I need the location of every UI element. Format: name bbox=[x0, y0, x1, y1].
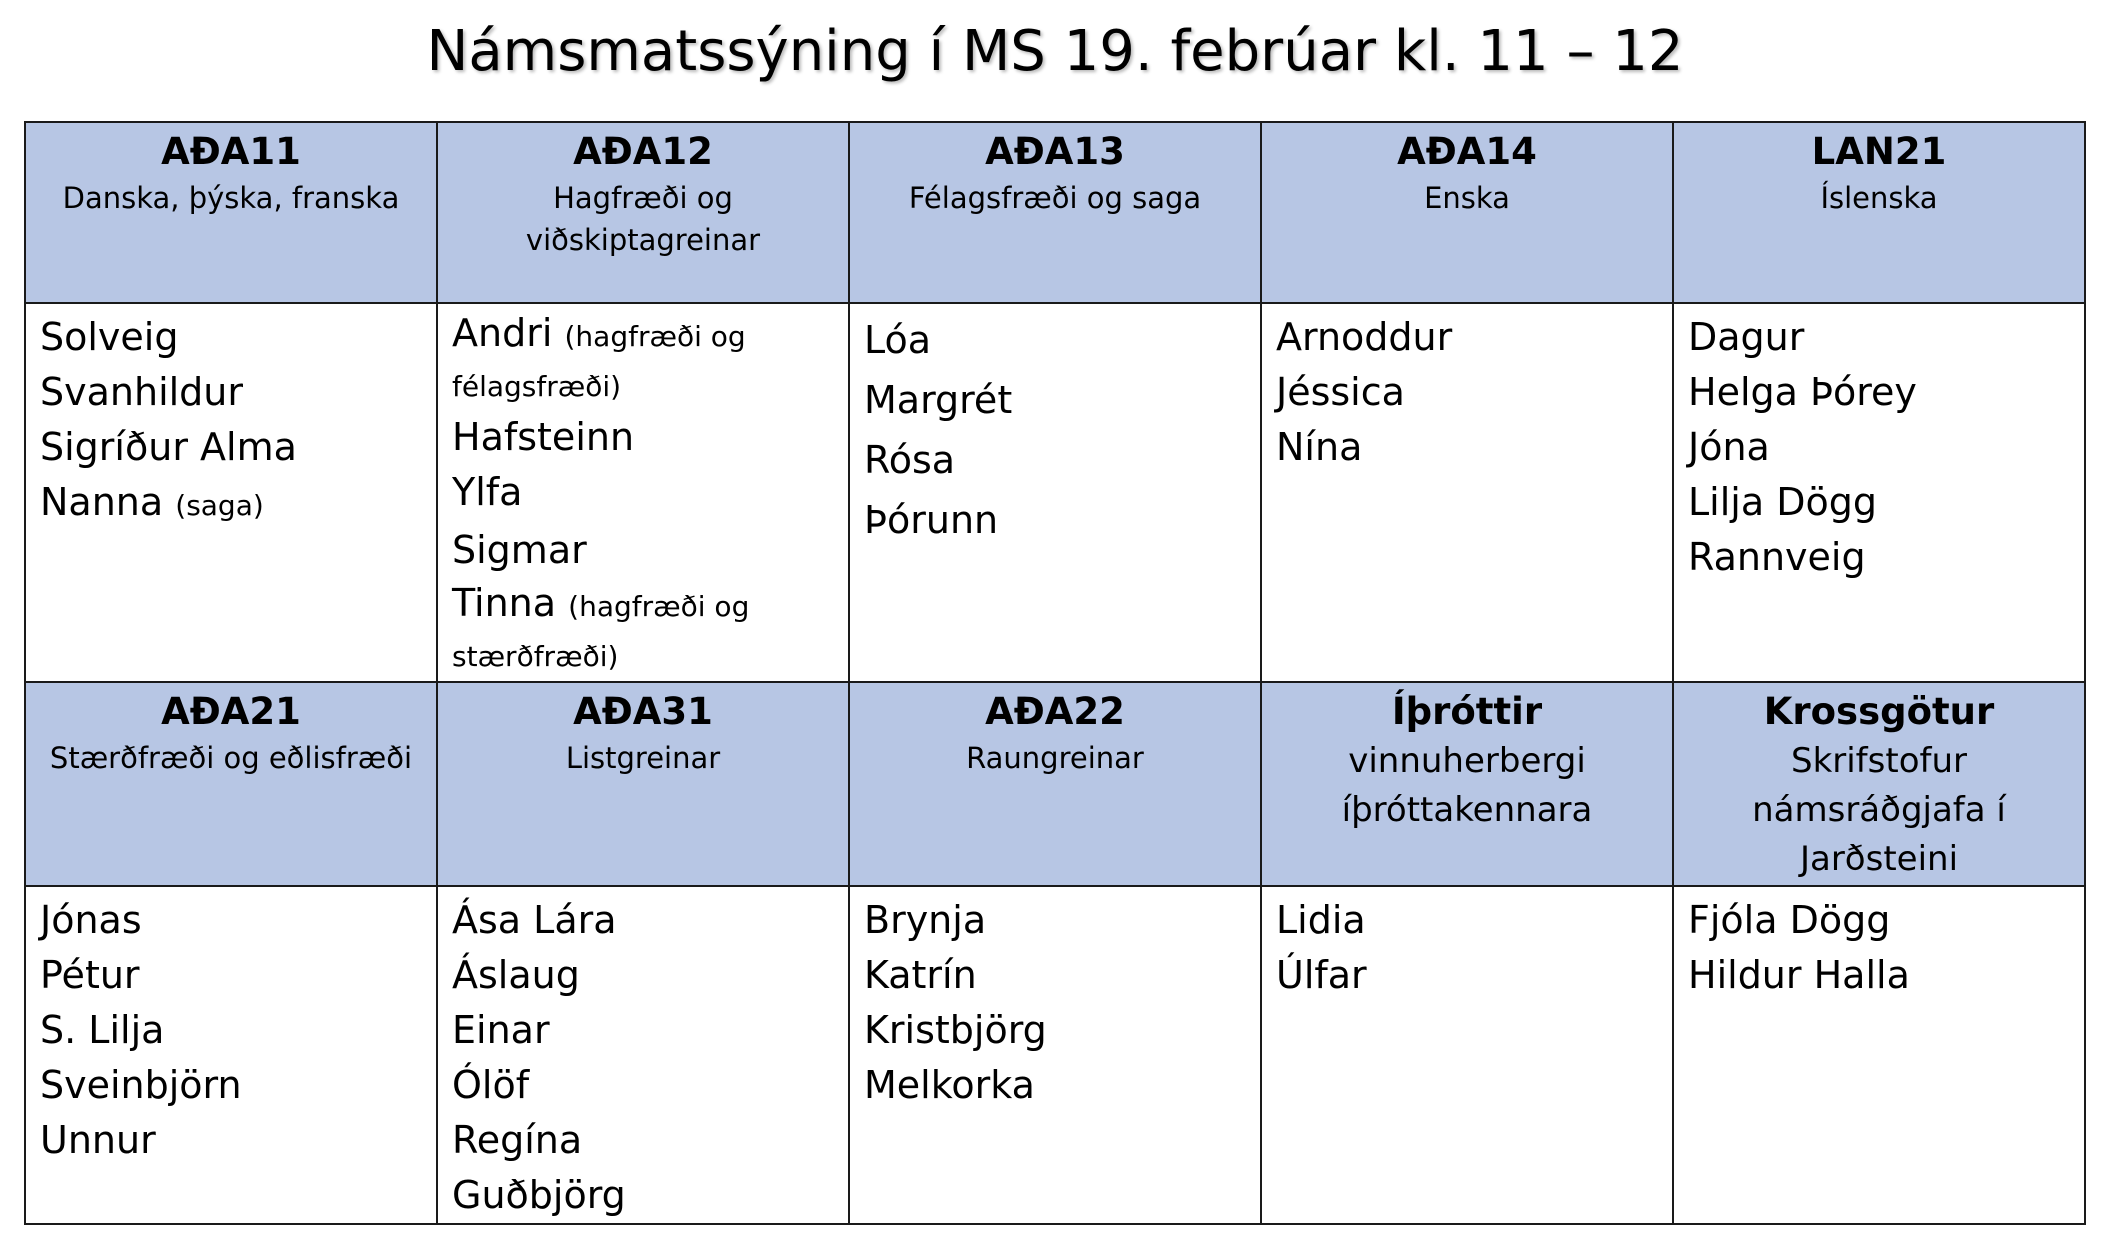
name-item bbox=[452, 948, 848, 1003]
student-name: Sigríður Alma bbox=[40, 425, 297, 469]
student-name: Áslaug bbox=[452, 953, 580, 997]
student-name: Kristbjörg bbox=[864, 1008, 1047, 1052]
student-name: Melkorka bbox=[864, 1063, 1035, 1107]
room-code: AÐA14 bbox=[1397, 130, 1537, 173]
name-item bbox=[40, 893, 436, 948]
name-list bbox=[850, 304, 1260, 550]
name-item bbox=[452, 580, 848, 680]
name-item bbox=[452, 1113, 848, 1168]
student-name: Úlfar bbox=[1276, 953, 1367, 997]
name-item bbox=[452, 465, 848, 520]
name-list bbox=[1674, 887, 2084, 1003]
name-item bbox=[40, 310, 436, 365]
room-subject: Listgreinar bbox=[565, 741, 721, 775]
name-item bbox=[40, 1113, 436, 1168]
name-item bbox=[864, 370, 1260, 430]
student-name: Pétur bbox=[40, 953, 140, 997]
room-header-ada21 bbox=[25, 682, 437, 886]
name-list bbox=[850, 887, 1260, 1113]
name-item bbox=[452, 893, 848, 948]
student-name: Svanhildur bbox=[40, 370, 244, 414]
name-item bbox=[40, 948, 436, 1003]
subject-note: (hagfræði og stærðfræði) bbox=[452, 590, 750, 673]
name-item bbox=[40, 475, 436, 533]
names-cell-ada22 bbox=[849, 886, 1261, 1224]
student-name: Jóna bbox=[1688, 425, 1770, 469]
student-name: Regína bbox=[452, 1118, 583, 1162]
names-cell-ithrottir bbox=[1261, 886, 1673, 1224]
name-item bbox=[40, 1058, 436, 1113]
student-name: Ólöf bbox=[452, 1063, 530, 1107]
name-item bbox=[864, 430, 1260, 490]
student-name: Guðbjörg bbox=[452, 1173, 626, 1217]
room-code: AÐA31 bbox=[573, 690, 713, 733]
names-cell-ada31 bbox=[437, 886, 849, 1224]
room-code: AÐA13 bbox=[985, 130, 1125, 173]
student-name: Ása Lára bbox=[452, 898, 617, 942]
name-item bbox=[1688, 893, 2084, 948]
student-name: Andri bbox=[452, 311, 553, 355]
room-subject: Stærðfræði og eðlisfræði bbox=[49, 741, 413, 775]
name-item bbox=[1276, 948, 1672, 1003]
names-cell-lan21 bbox=[1673, 303, 2085, 682]
room-subject: Skrifstofur námsráðgjafa í Jarðsteini bbox=[1752, 741, 2006, 879]
room-header-ada22 bbox=[849, 682, 1261, 886]
student-name: Rósa bbox=[864, 438, 956, 482]
student-name: Hildur Halla bbox=[1688, 953, 1910, 997]
name-item bbox=[1688, 530, 2084, 585]
name-item bbox=[40, 420, 436, 475]
student-name: Arnoddur bbox=[1276, 315, 1453, 359]
name-item bbox=[452, 410, 848, 465]
names-cell-ada21 bbox=[25, 886, 437, 1224]
name-list bbox=[1262, 304, 1672, 475]
names-row bbox=[25, 886, 2085, 1224]
room-header-ada14 bbox=[1261, 122, 1673, 303]
name-item bbox=[1688, 420, 2084, 475]
student-name: Þórunn bbox=[864, 498, 999, 542]
room-code: AÐA21 bbox=[161, 690, 301, 733]
name-list bbox=[438, 887, 848, 1223]
name-item bbox=[864, 1058, 1260, 1113]
student-name: Solveig bbox=[40, 315, 179, 359]
room-subject: Félagsfræði og saga bbox=[908, 181, 1202, 215]
name-item bbox=[1688, 310, 2084, 365]
names-cell-ada11 bbox=[25, 303, 437, 682]
name-item bbox=[1688, 475, 2084, 530]
room-subject: Enska bbox=[1424, 181, 1510, 215]
name-item bbox=[452, 1003, 848, 1058]
header-row bbox=[25, 122, 2085, 303]
student-name: Helga Þórey bbox=[1688, 370, 1917, 414]
student-name: Lidia bbox=[1276, 898, 1366, 942]
name-item bbox=[1276, 365, 1672, 420]
room-subject: Hagfræði og viðskiptagreinar bbox=[525, 181, 761, 257]
name-item bbox=[40, 365, 436, 420]
room-code: AÐA22 bbox=[985, 690, 1125, 733]
student-name: Lilja Dögg bbox=[1688, 480, 1877, 524]
room-code: Íþróttir bbox=[1391, 690, 1543, 733]
names-cell-ada12 bbox=[437, 303, 849, 682]
name-item bbox=[40, 1003, 436, 1058]
student-name: Sigmar bbox=[452, 528, 587, 572]
room-code: AÐA12 bbox=[573, 130, 713, 173]
names-cell-ada13 bbox=[849, 303, 1261, 682]
room-subject: vinnuherbergi íþróttakennara bbox=[1341, 741, 1593, 830]
room-header-ada13 bbox=[849, 122, 1261, 303]
name-item bbox=[1276, 893, 1672, 948]
student-name: Nína bbox=[1276, 425, 1363, 469]
name-list bbox=[26, 887, 436, 1168]
student-name: Jónas bbox=[40, 898, 142, 942]
student-name: Lóa bbox=[864, 318, 932, 362]
names-cell-krossgotur bbox=[1673, 886, 2085, 1224]
student-name: Hafsteinn bbox=[452, 415, 635, 459]
subject-note: (saga) bbox=[175, 489, 264, 522]
name-item bbox=[864, 490, 1260, 550]
name-list bbox=[26, 304, 436, 533]
header-row bbox=[25, 682, 2085, 886]
room-header-ithrottir bbox=[1261, 682, 1673, 886]
room-code: LAN21 bbox=[1811, 130, 1947, 173]
name-item bbox=[452, 520, 848, 580]
room-subject: Danska, þýska, franska bbox=[62, 181, 400, 215]
room-header-lan21 bbox=[1673, 122, 2085, 303]
student-name: Brynja bbox=[864, 898, 987, 942]
room-header-ada11 bbox=[25, 122, 437, 303]
room-code: Krossgötur bbox=[1763, 690, 1995, 733]
name-item bbox=[864, 310, 1260, 370]
name-item bbox=[864, 1003, 1260, 1058]
subject-note: (hagfræði og félagsfræði) bbox=[452, 320, 746, 403]
name-item bbox=[452, 1168, 848, 1223]
student-name: Ylfa bbox=[452, 470, 523, 514]
name-item bbox=[1688, 948, 2084, 1003]
student-name: Dagur bbox=[1688, 315, 1805, 359]
student-name: Tinna bbox=[452, 581, 557, 625]
name-item bbox=[864, 948, 1260, 1003]
name-item bbox=[1276, 420, 1672, 475]
student-name: Sveinbjörn bbox=[40, 1063, 242, 1107]
schedule-table bbox=[24, 121, 2086, 1225]
page-title: Námsmatssýning í MS 19. febrúar kl. 11 – 12 bbox=[426, 19, 1684, 84]
names-row bbox=[25, 303, 2085, 682]
student-name: Rannveig bbox=[1688, 535, 1866, 579]
name-item bbox=[1276, 310, 1672, 365]
room-subject: Raungreinar bbox=[966, 741, 1144, 775]
name-item bbox=[864, 893, 1260, 948]
name-list bbox=[1262, 887, 1672, 1003]
student-name: S. Lilja bbox=[40, 1008, 165, 1052]
student-name: Katrín bbox=[864, 953, 977, 997]
name-list bbox=[438, 304, 848, 680]
names-cell-ada14 bbox=[1261, 303, 1673, 682]
room-code: AÐA11 bbox=[161, 130, 301, 173]
student-name: Unnur bbox=[40, 1118, 156, 1162]
name-item bbox=[452, 1058, 848, 1113]
student-name: Margrét bbox=[864, 378, 1013, 422]
student-name: Fjóla Dögg bbox=[1688, 898, 1891, 942]
student-name: Jéssica bbox=[1276, 370, 1405, 414]
room-header-ada12 bbox=[437, 122, 849, 303]
name-list bbox=[1674, 304, 2084, 585]
name-item bbox=[452, 310, 848, 410]
room-header-krossgotur bbox=[1673, 682, 2085, 886]
student-name: Einar bbox=[452, 1008, 550, 1052]
student-name: Nanna bbox=[40, 480, 164, 524]
name-item bbox=[1688, 365, 2084, 420]
room-subject: Íslenska bbox=[1820, 181, 1938, 215]
room-header-ada31 bbox=[437, 682, 849, 886]
